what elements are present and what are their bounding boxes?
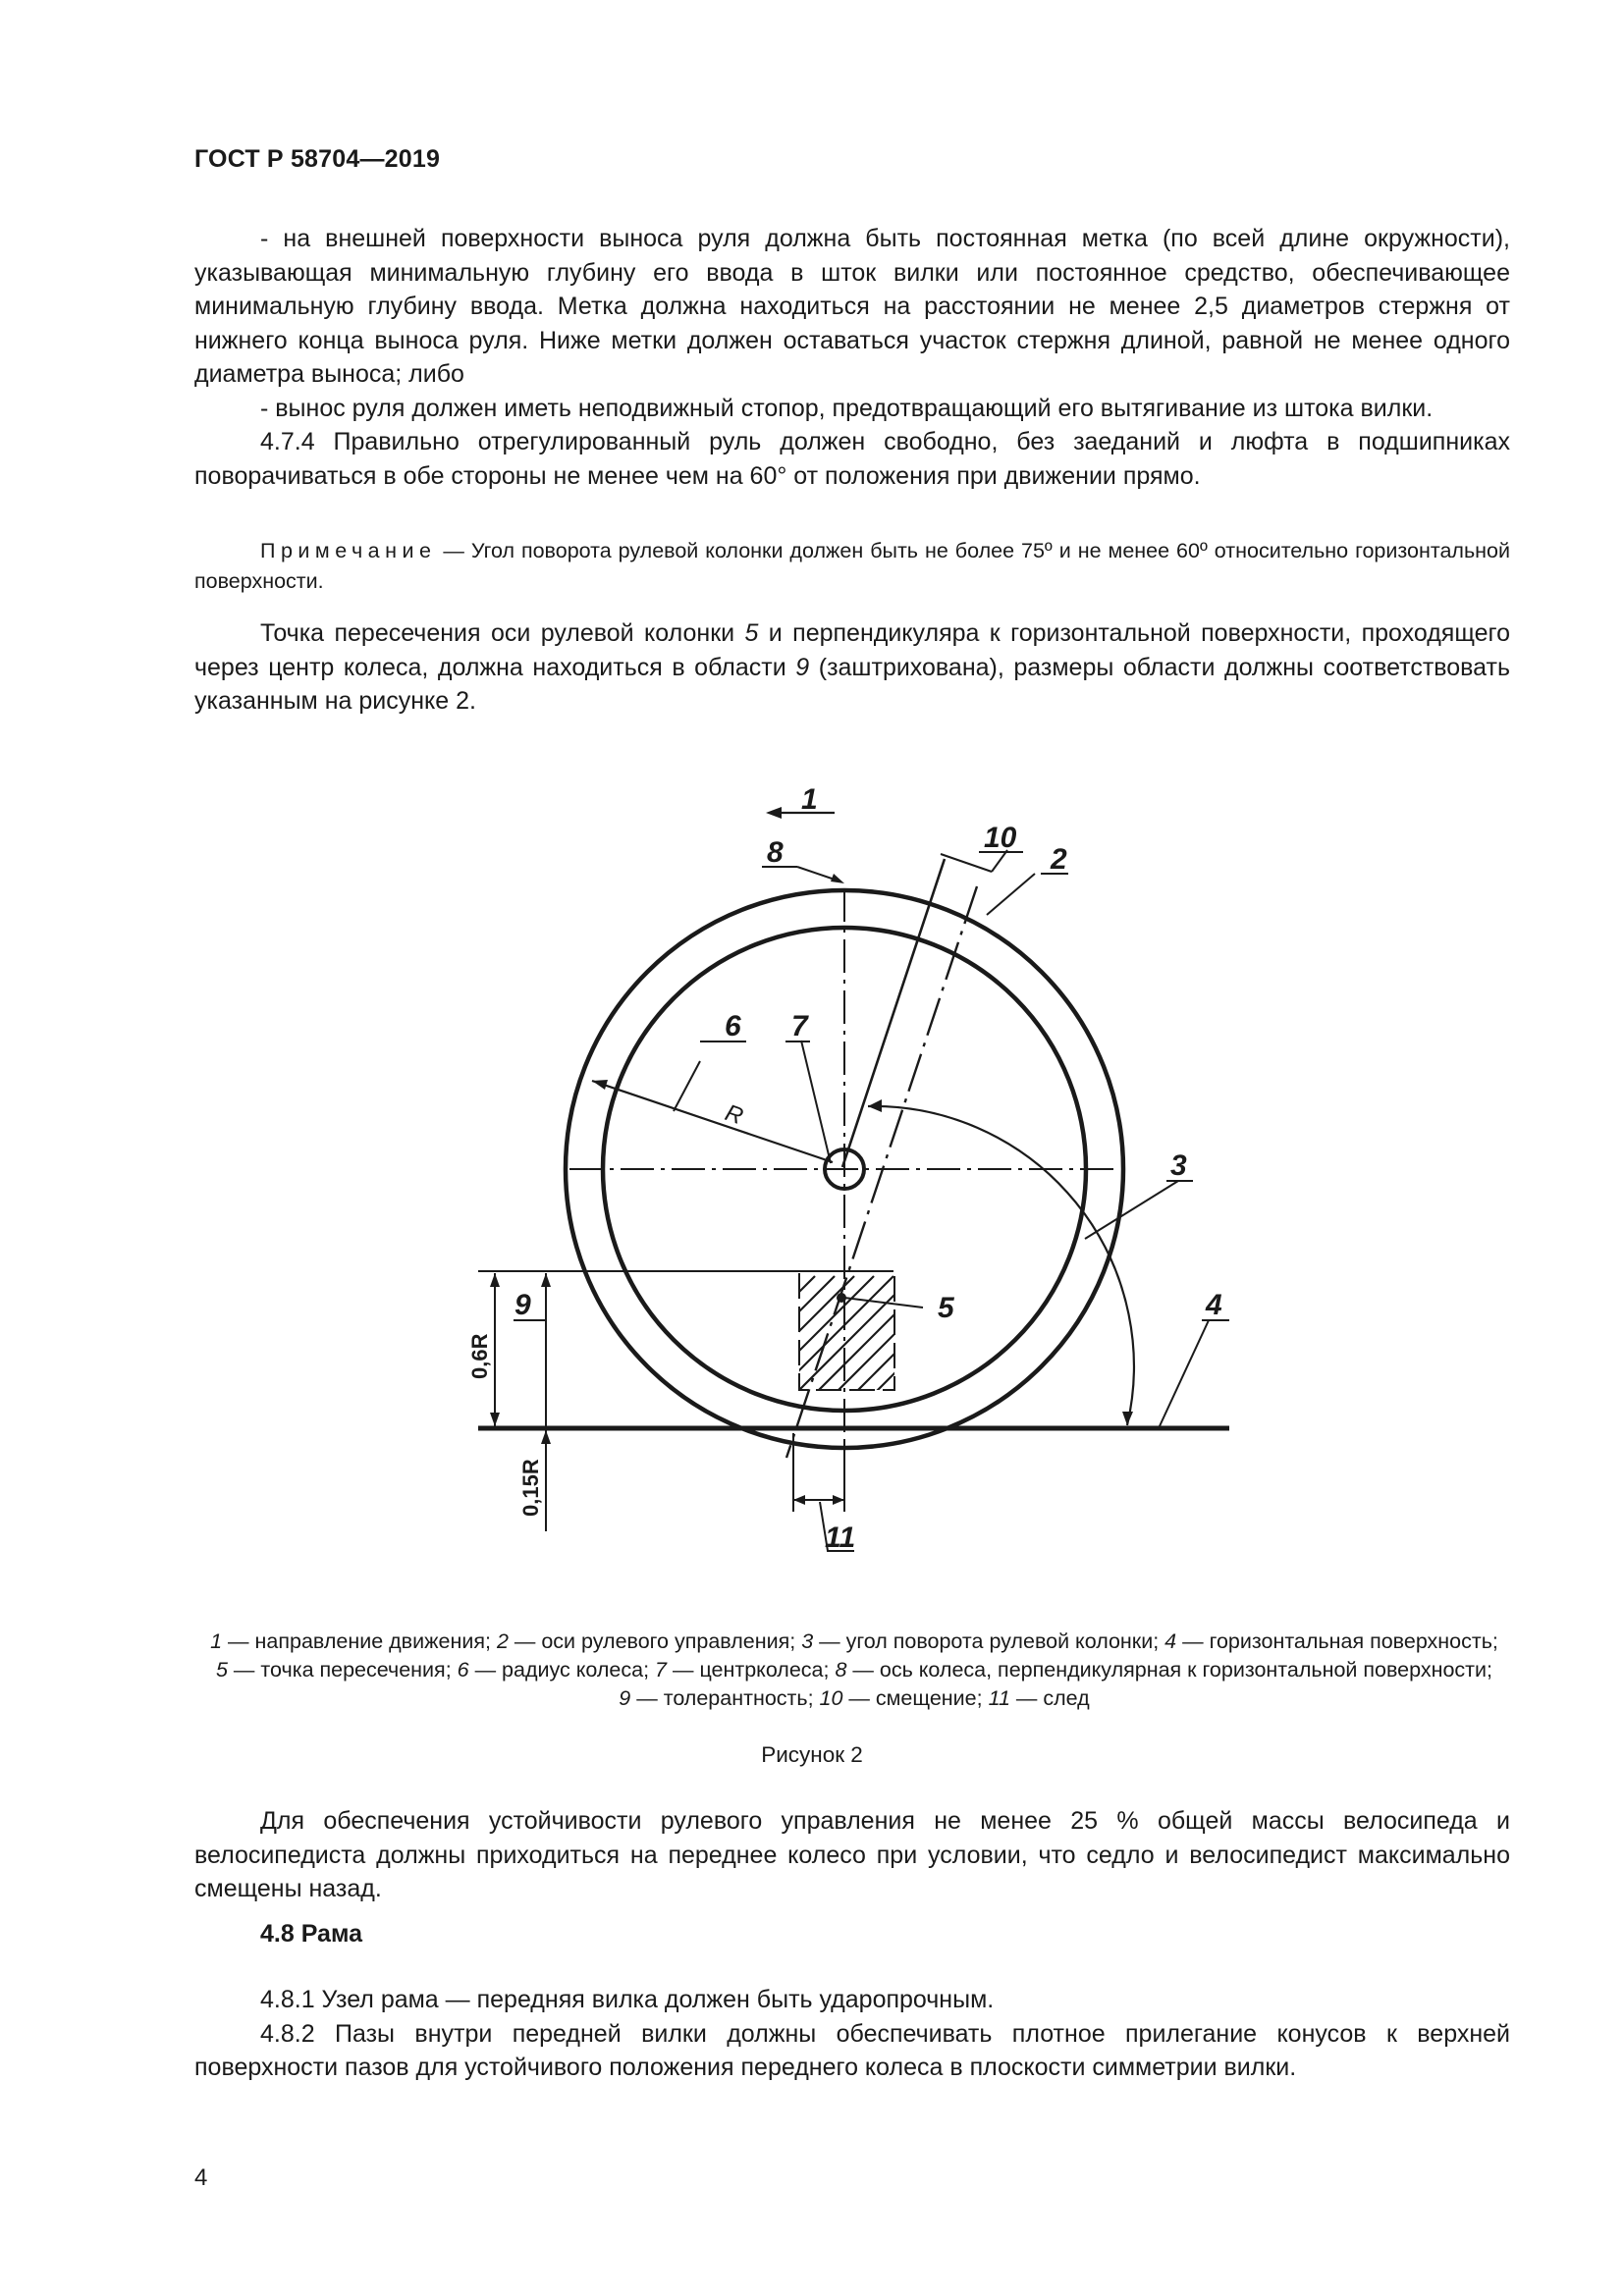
figure-2 bbox=[432, 766, 1257, 1585]
callout-11: 11 bbox=[825, 1522, 856, 1554]
callout-1: 1 bbox=[801, 783, 818, 816]
dimension-06r-arrow-top bbox=[490, 1273, 500, 1287]
dimension-9-arrow-top bbox=[541, 1273, 551, 1287]
intersection-text-2: и перпендикуляра к горизонтальной поверхности, проходящего через центр колеса, должна находиться в области bbox=[194, 619, 1511, 681]
paragraph-4-7-4: 4.7.4 Правильно отрегулированный руль должен свободно, без заеданий и люфта в подшипниках поворачиваться в обе стороны не менее чем на 60° от положения при движении прямо. bbox=[194, 428, 1510, 490]
intersection-text-3: (заштрихована), размеры области должны соответствовать указанным на рисунке 2. bbox=[194, 653, 1510, 715]
legend-text-7: — центрколеса; bbox=[667, 1658, 836, 1682]
radius-arrowhead bbox=[592, 1080, 608, 1090]
callout-arrow-8 bbox=[831, 874, 844, 883]
legend-text-11: — след bbox=[1009, 1686, 1090, 1710]
callout-10: 10 bbox=[984, 822, 1017, 854]
legend-num-2: 2 bbox=[496, 1629, 509, 1653]
radius-line bbox=[592, 1081, 833, 1162]
callout-8: 8 bbox=[767, 836, 784, 869]
legend-line-2 bbox=[187, 1656, 1522, 1684]
legend-text-9: — толерантность; bbox=[630, 1686, 820, 1710]
direction-arrowhead bbox=[766, 807, 782, 819]
callout-leader-4 bbox=[1159, 1320, 1209, 1428]
legend-line-1 bbox=[187, 1628, 1522, 1656]
trail-arrow-right bbox=[833, 1495, 844, 1505]
dimension-06r-arrow-bottom bbox=[490, 1413, 500, 1426]
legend-line-3 bbox=[187, 1684, 1522, 1713]
legend-text-2: — оси рулевого управления; bbox=[508, 1629, 802, 1653]
callout-7: 7 bbox=[791, 1010, 808, 1042]
legend-num-6: 6 bbox=[457, 1658, 469, 1682]
callout-4: 4 bbox=[1206, 1289, 1222, 1321]
callout-5: 5 bbox=[938, 1292, 954, 1324]
legend-text-1: — направление движения; bbox=[222, 1629, 497, 1653]
trail-arrow-left bbox=[793, 1495, 805, 1505]
document-header: ГОСТ Р 58704—2019 bbox=[194, 145, 441, 173]
paragraph-4-8-1: 4.8.1 Узел рама — передняя вилка должен быть ударопрочным. bbox=[260, 1986, 995, 2013]
legend-text-10: — смещение; bbox=[842, 1686, 989, 1710]
callout-2: 2 bbox=[1051, 843, 1067, 876]
figure-legend bbox=[187, 1628, 1522, 1713]
figure-caption: Рисунок 2 bbox=[761, 1742, 863, 1767]
steering-axis bbox=[786, 886, 977, 1458]
callout-leader-6 bbox=[674, 1061, 700, 1111]
legend-num-1: 1 bbox=[210, 1629, 223, 1653]
paragraph-intersection bbox=[194, 616, 1510, 719]
dimension-label-06r: 0,6R bbox=[467, 1333, 492, 1379]
arc-arrow-bottom bbox=[1122, 1412, 1133, 1425]
text-block-4-8 bbox=[194, 1983, 1510, 2085]
note-label: Примечание bbox=[260, 539, 437, 562]
text-block-intersection bbox=[194, 616, 1510, 719]
legend-text-4: — горизонтальная поверхность; bbox=[1176, 1629, 1498, 1653]
paragraph-stopper-requirement: - вынос руля должен иметь неподвижный стопор, предотвращающий его вытягивание из штока вилки. bbox=[260, 394, 1434, 422]
legend-text-6: — радиус колеса; bbox=[468, 1658, 656, 1682]
callout-leader-3 bbox=[1085, 1181, 1178, 1239]
text-block-top bbox=[194, 222, 1510, 493]
text-block-stability bbox=[194, 1804, 1510, 1906]
legend-num-9: 9 bbox=[619, 1686, 631, 1710]
intersection-text-1: Точка пересечения оси рулевой колонки bbox=[260, 619, 745, 647]
offset-dimension-line bbox=[941, 854, 992, 872]
legend-text-5: — точка пересечения; bbox=[227, 1658, 458, 1682]
legend-num-7: 7 bbox=[655, 1658, 668, 1682]
legend-text-3: — угол поворота рулевой колонки; bbox=[813, 1629, 1165, 1653]
legend-num-8: 8 bbox=[835, 1658, 847, 1682]
legend-num-4: 4 bbox=[1164, 1629, 1177, 1653]
callout-leader-7 bbox=[801, 1041, 831, 1163]
callout-3: 3 bbox=[1170, 1149, 1187, 1182]
intersection-ref-9: 9 bbox=[795, 653, 810, 681]
paragraph-4-8-2: 4.8.2 Пазы внутри передней вилки должны обеспечивать плотное прилегание конусов к верхней поверхности пазов для устойчивого положения переднего колеса в плоскости симметрии вилки. bbox=[194, 2019, 1510, 2081]
legend-num-11: 11 bbox=[988, 1686, 1010, 1710]
section-heading-4-8: 4.8 Рама bbox=[260, 1920, 363, 1948]
paragraph-marker-requirement: - на внешней поверхности выноса руля должна быть постоянная метка (по всей длине окружности), указывающая минимальную глубину его ввода в шток вилки или постоянное средство, обеспечивающее минимальную глубину ввода. Метка должна находиться на расстоянии не менее 2,5 диаметров стержня от нижнего конца выноса руля. Ниже метки должен оставаться участок стержня длиной, равной не менее одного диаметра выноса; либо bbox=[194, 225, 1510, 388]
intersection-ref-5: 5 bbox=[744, 619, 759, 647]
dimension-label-015r: 0,15R bbox=[518, 1459, 543, 1517]
legend-num-10: 10 bbox=[819, 1686, 843, 1710]
callout-6: 6 bbox=[725, 1010, 741, 1042]
callout-leader-2 bbox=[987, 874, 1035, 915]
callout-9: 9 bbox=[514, 1289, 531, 1321]
steering-angle-arc bbox=[868, 1106, 1134, 1425]
dimension-015r-arrow bbox=[541, 1430, 551, 1444]
wheel-diagram bbox=[432, 766, 1257, 1580]
note-text: — Угол поворота рулевой колонки должен быть не более 75º и не менее 60º относительно горизонтальной поверхности. bbox=[194, 539, 1510, 593]
legend-text-8: — ось колеса, перпендикулярная к горизонтальной поверхности; bbox=[846, 1658, 1493, 1682]
steering-axis-offset bbox=[842, 859, 945, 1167]
arc-arrow-top bbox=[868, 1099, 882, 1112]
radius-label: R bbox=[722, 1099, 747, 1131]
note bbox=[194, 536, 1510, 597]
page-number: 4 bbox=[194, 2164, 208, 2191]
legend-num-3: 3 bbox=[801, 1629, 814, 1653]
paragraph-stability: Для обеспечения устойчивости рулевого управления не менее 25 % общей массы велосипеда и велосипедиста должны приходиться на переднее колесо при условии, что седло и велосипедист максимально смещены назад. bbox=[194, 1807, 1510, 1902]
legend-num-5: 5 bbox=[215, 1658, 228, 1682]
